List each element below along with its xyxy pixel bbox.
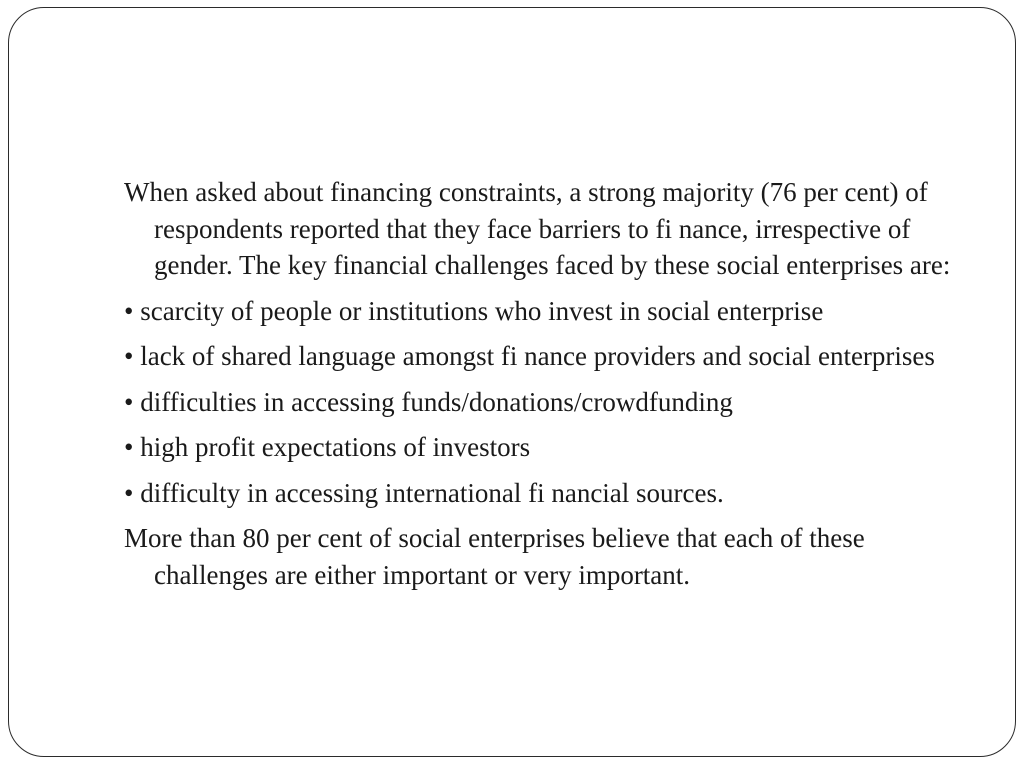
slide-body [124,174,984,602]
bullet-item [124,429,984,466]
bullet-text: high profit expectations of investors [140,432,531,462]
bullet-item [124,384,984,421]
bullet-item [124,338,984,375]
bullet-text: lack of shared language amongst fi nance providers and social enterprises [140,341,935,371]
bullet-text: scarcity of people or institutions who invest in social enterprise [140,295,824,326]
bullet-text: difficulty in accessing international fi nancial sources. [140,477,724,508]
intro-paragraph [124,174,984,284]
closing-paragraph [124,520,984,593]
bullet-item [124,475,984,512]
bullet-icon: • [124,477,134,508]
intro-text: When asked about financing constraints, a strong majority (76 per cent) of respondents reported that they face barriers to fi nance, irrespective of gender. The key financial challenges faced by these social enterprises are: [124,177,951,280]
bullet-icon: • [124,295,134,326]
bullet-item [124,293,984,330]
closing-text: More than 80 per cent of social enterprises believe that each of these challenges are either important or very important. [124,523,865,590]
bullet-icon: • [124,341,134,371]
bullet-icon: • [124,432,134,462]
slide-frame [8,7,1016,757]
bullet-icon: • [124,386,134,417]
bullet-text: difficulties in accessing funds/donations/crowdfunding [140,386,733,417]
